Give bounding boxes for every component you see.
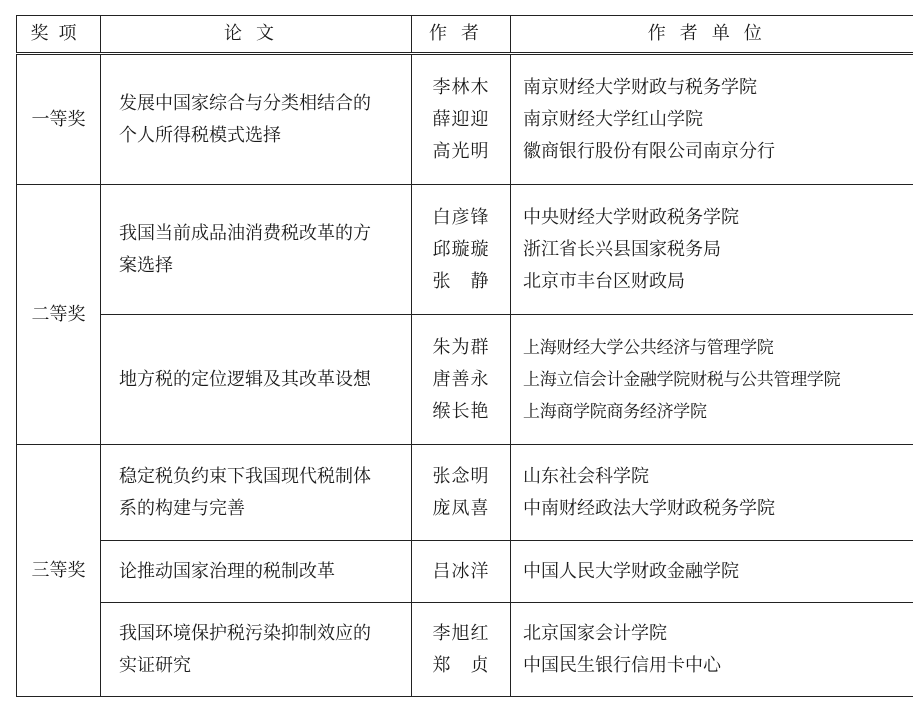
paper-title-line: 实证研究 (119, 654, 191, 676)
paper-authors (412, 185, 511, 315)
paper-authors (412, 315, 511, 445)
paper-title-line: 案选择 (119, 254, 173, 276)
author-name: 张 静 (432, 270, 490, 292)
paper-title-line: 发展中国家综合与分类相结合的 (119, 92, 371, 114)
author-unit: 山东社会科学院 (523, 465, 649, 487)
author-name: 郑 贞 (432, 654, 490, 676)
author-unit: 上海商学院商务经济学院 (523, 401, 707, 422)
author-name: 李旭红 (432, 622, 490, 644)
header-award: 奖项 (17, 16, 101, 54)
paper-title (101, 315, 412, 445)
author-name: 薛迎迎 (432, 108, 490, 130)
table-row (17, 603, 913, 697)
table-row (17, 445, 913, 541)
paper-units (511, 603, 913, 697)
table-row (17, 185, 913, 315)
author-name: 高光明 (432, 140, 490, 162)
paper-title-line: 地方税的定位逻辑及其改革设想 (119, 368, 371, 390)
author-unit: 上海立信会计金融学院财税与公共管理学院 (523, 369, 841, 390)
author-name: 唐善永 (432, 368, 490, 390)
author-name: 李林木 (432, 76, 490, 98)
author-unit: 南京财经大学红山学院 (523, 108, 703, 130)
paper-authors (412, 54, 511, 185)
author-name: 张念明 (432, 465, 490, 487)
table-row (17, 541, 913, 603)
paper-title (101, 445, 412, 541)
paper-title-line: 我国环境保护税污染抑制效应的 (119, 622, 371, 644)
award-level-second: 二等奖 (17, 185, 101, 445)
author-unit: 南京财经大学财政与税务学院 (523, 76, 757, 98)
paper-title-line: 我国当前成品油消费税改革的方 (119, 222, 371, 244)
paper-authors (412, 541, 511, 603)
paper-authors (412, 445, 511, 541)
author-name: 白彦锋 (432, 206, 490, 228)
paper-title-line: 稳定税负约束下我国现代税制体 (119, 465, 371, 487)
author-name: 吕冰洋 (432, 560, 490, 582)
author-unit: 中国人民大学财政金融学院 (523, 560, 739, 582)
author-name: 朱为群 (432, 336, 490, 358)
paper-units (511, 445, 913, 541)
table-row (17, 54, 913, 185)
paper-units (511, 315, 913, 445)
author-name: 邱璇璇 (432, 238, 490, 260)
paper-units (511, 54, 913, 185)
paper-title (101, 185, 412, 315)
author-unit: 浙江省长兴县国家税务局 (523, 238, 721, 260)
award-level-first: 一等奖 (17, 54, 101, 185)
header-unit: 作者单位 (511, 16, 913, 54)
paper-title (101, 603, 412, 697)
author-unit: 徽商银行股份有限公司南京分行 (523, 140, 775, 162)
paper-title (101, 541, 412, 603)
paper-title (101, 54, 412, 185)
author-unit: 中南财经政法大学财政税务学院 (523, 497, 775, 519)
paper-units (511, 185, 913, 315)
table-row (17, 315, 913, 445)
paper-title-line: 论推动国家治理的税制改革 (119, 560, 335, 582)
award-level-third: 三等奖 (17, 445, 101, 697)
author-unit: 上海财经大学公共经济与管理学院 (523, 337, 774, 358)
award-table (16, 15, 913, 697)
author-unit: 北京市丰台区财政局 (523, 270, 685, 292)
paper-title-line: 系的构建与完善 (119, 497, 245, 519)
header-row (17, 16, 913, 54)
author-unit: 中国民生银行信用卡中心 (523, 654, 721, 676)
author-unit: 中央财经大学财政税务学院 (523, 206, 739, 228)
header-author: 作者 (412, 16, 511, 54)
paper-title-line: 个人所得税模式选择 (119, 124, 281, 146)
author-name: 缑长艳 (432, 400, 490, 422)
paper-authors (412, 603, 511, 697)
paper-units (511, 541, 913, 603)
author-name: 庞凤喜 (432, 497, 490, 519)
author-unit: 北京国家会计学院 (523, 622, 667, 644)
header-paper: 论文 (101, 16, 412, 54)
